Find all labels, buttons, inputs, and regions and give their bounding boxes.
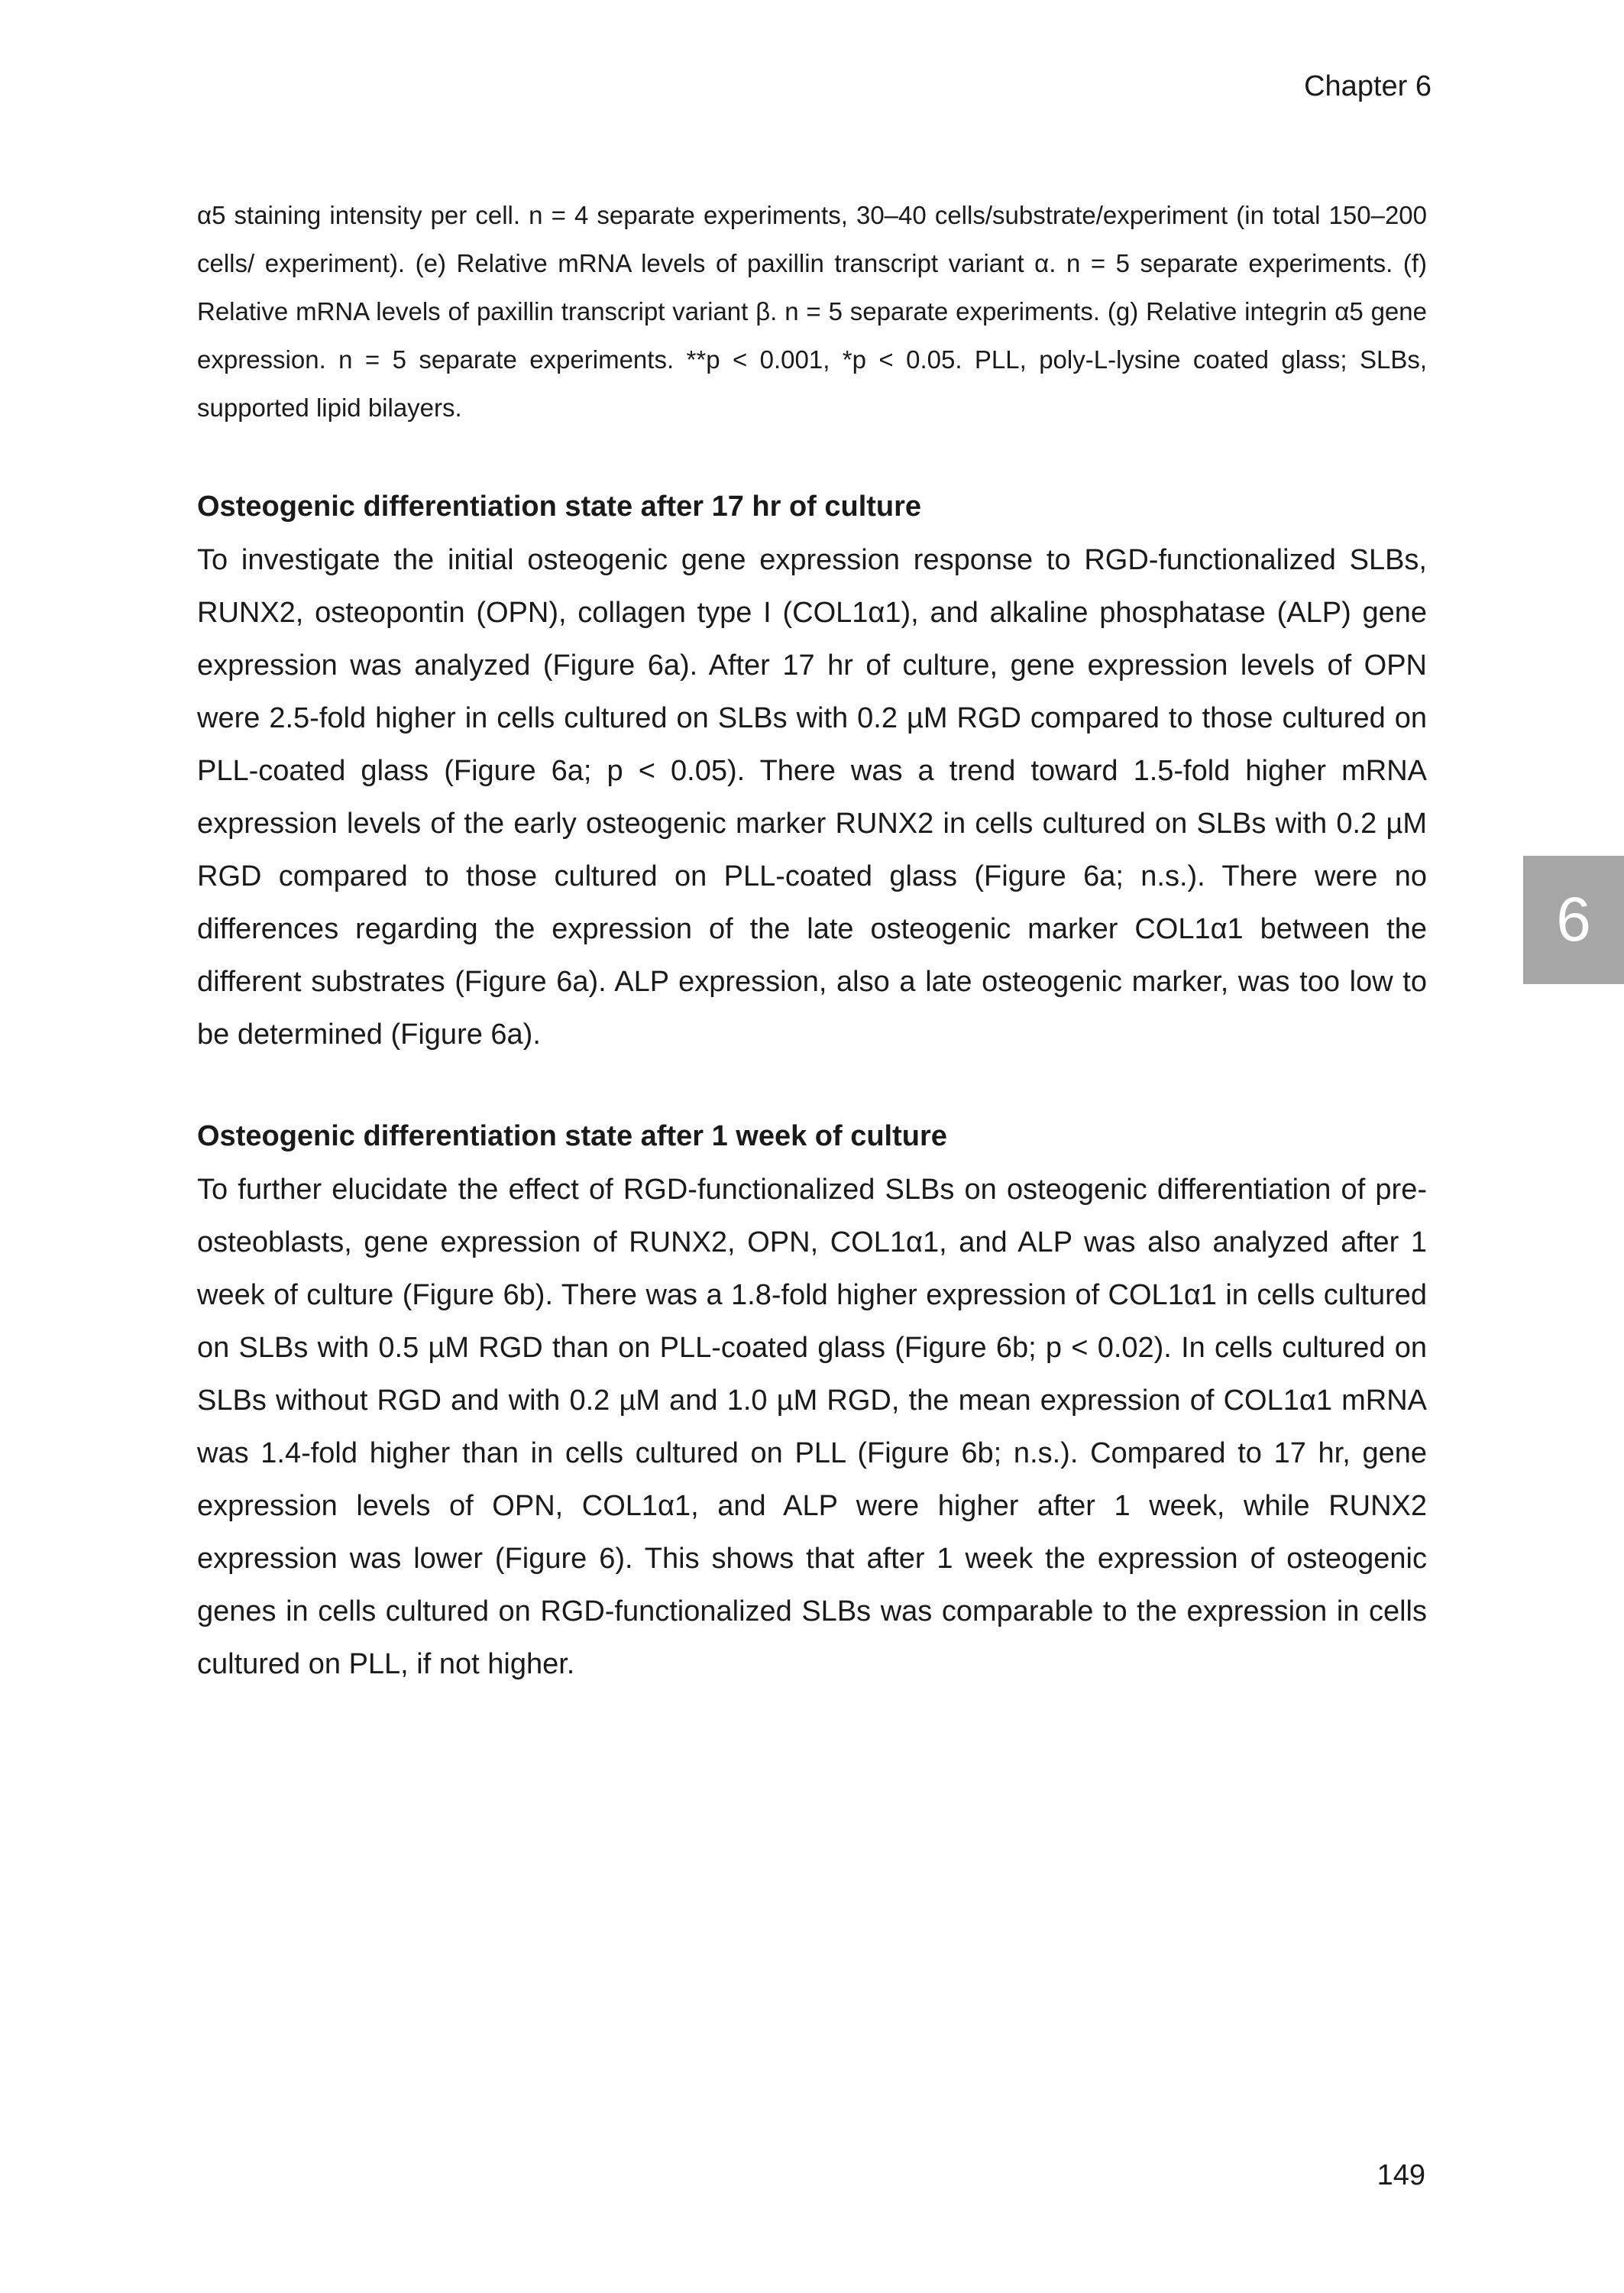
page-content xyxy=(197,191,1427,1691)
section-paragraph: To further elucidate the effect of RGD-functionalized SLBs on osteogenic differentiation of pre-osteoblasts, gene expression of RUNX2, OPN, COL1α1, and ALP was also analyzed after 1 week of culture (Figure 6b). There was a 1.8-fold higher expression of COL1α1 in cells cultured on SLBs with 0.5 µM RGD than on PLL-coated glass (Figure 6b; p < 0.02). In cells cultured on SLBs without RGD and with 0.2 µM and 1.0 µM RGD, the mean expression of COL1α1 mRNA was 1.4-fold higher than in cells cultured on PLL (Figure 6b; n.s.). Compared to 17 hr, gene expression levels of OPN, COL1α1, and ALP were higher after 1 week, while RUNX2 expression was lower (Figure 6). This shows that after 1 week the expression of osteogenic genes in cells cultured on RGD-functionalized SLBs was comparable to the expression in cells cultured on PLL, if not higher. xyxy=(197,1174,1427,1680)
section-17hr xyxy=(197,488,1427,1061)
chapter-thumb-tab: 6 xyxy=(1523,856,1624,984)
page-number: 149 xyxy=(1377,2159,1425,2191)
section-heading: Osteogenic differentiation state after 17 hr of culture xyxy=(197,491,922,523)
figure-caption xyxy=(197,191,1427,432)
chapter-header: Chapter 6 xyxy=(1304,70,1432,102)
caption-text: α5 staining intensity per cell. n = 4 separate experiments, 30–40 cells/substrate/experiment (in total 150–200 cells/ experiment). (e) Relative mRNA levels of paxillin transcript variant α. n = 5 separate experiments. (f) Relative mRNA levels of paxillin transcript variant β. n = 5 separate experiments. (g) Relative integrin α5 gene expression. n = 5 separate experiments. **p < 0.001, *p < 0.05. PLL, poly-L-lysine coated glass; SLBs, supported lipid bilayers. xyxy=(197,201,1427,422)
section-heading: Osteogenic differentiation state after 1 week of culture xyxy=(197,1120,947,1152)
section-paragraph: To investigate the initial osteogenic gene expression response to RGD-functionalized SLBs, RUNX2, osteopontin (OPN), collagen type I (COL1α1), and alkaline phosphatase (ALP) gene expression was analyzed (Figure 6a). After 17 hr of culture, gene expression levels of OPN were 2.5-fold higher in cells cultured on SLBs with 0.2 µM RGD compared to those cultured on PLL-coated glass (Figure 6a; p < 0.05). There was a trend toward 1.5-fold higher mRNA expression levels of the early osteogenic marker RUNX2 in cells cultured on SLBs with 0.2 µM RGD compared to those cultured on PLL-coated glass (Figure 6a; n.s.). There were no differences regarding the expression of the late osteogenic marker COL1α1 between the different substrates (Figure 6a). ALP expression, also a late osteogenic marker, was too low to be determined (Figure 6a). xyxy=(197,544,1427,1051)
section-1week xyxy=(197,1118,1427,1691)
